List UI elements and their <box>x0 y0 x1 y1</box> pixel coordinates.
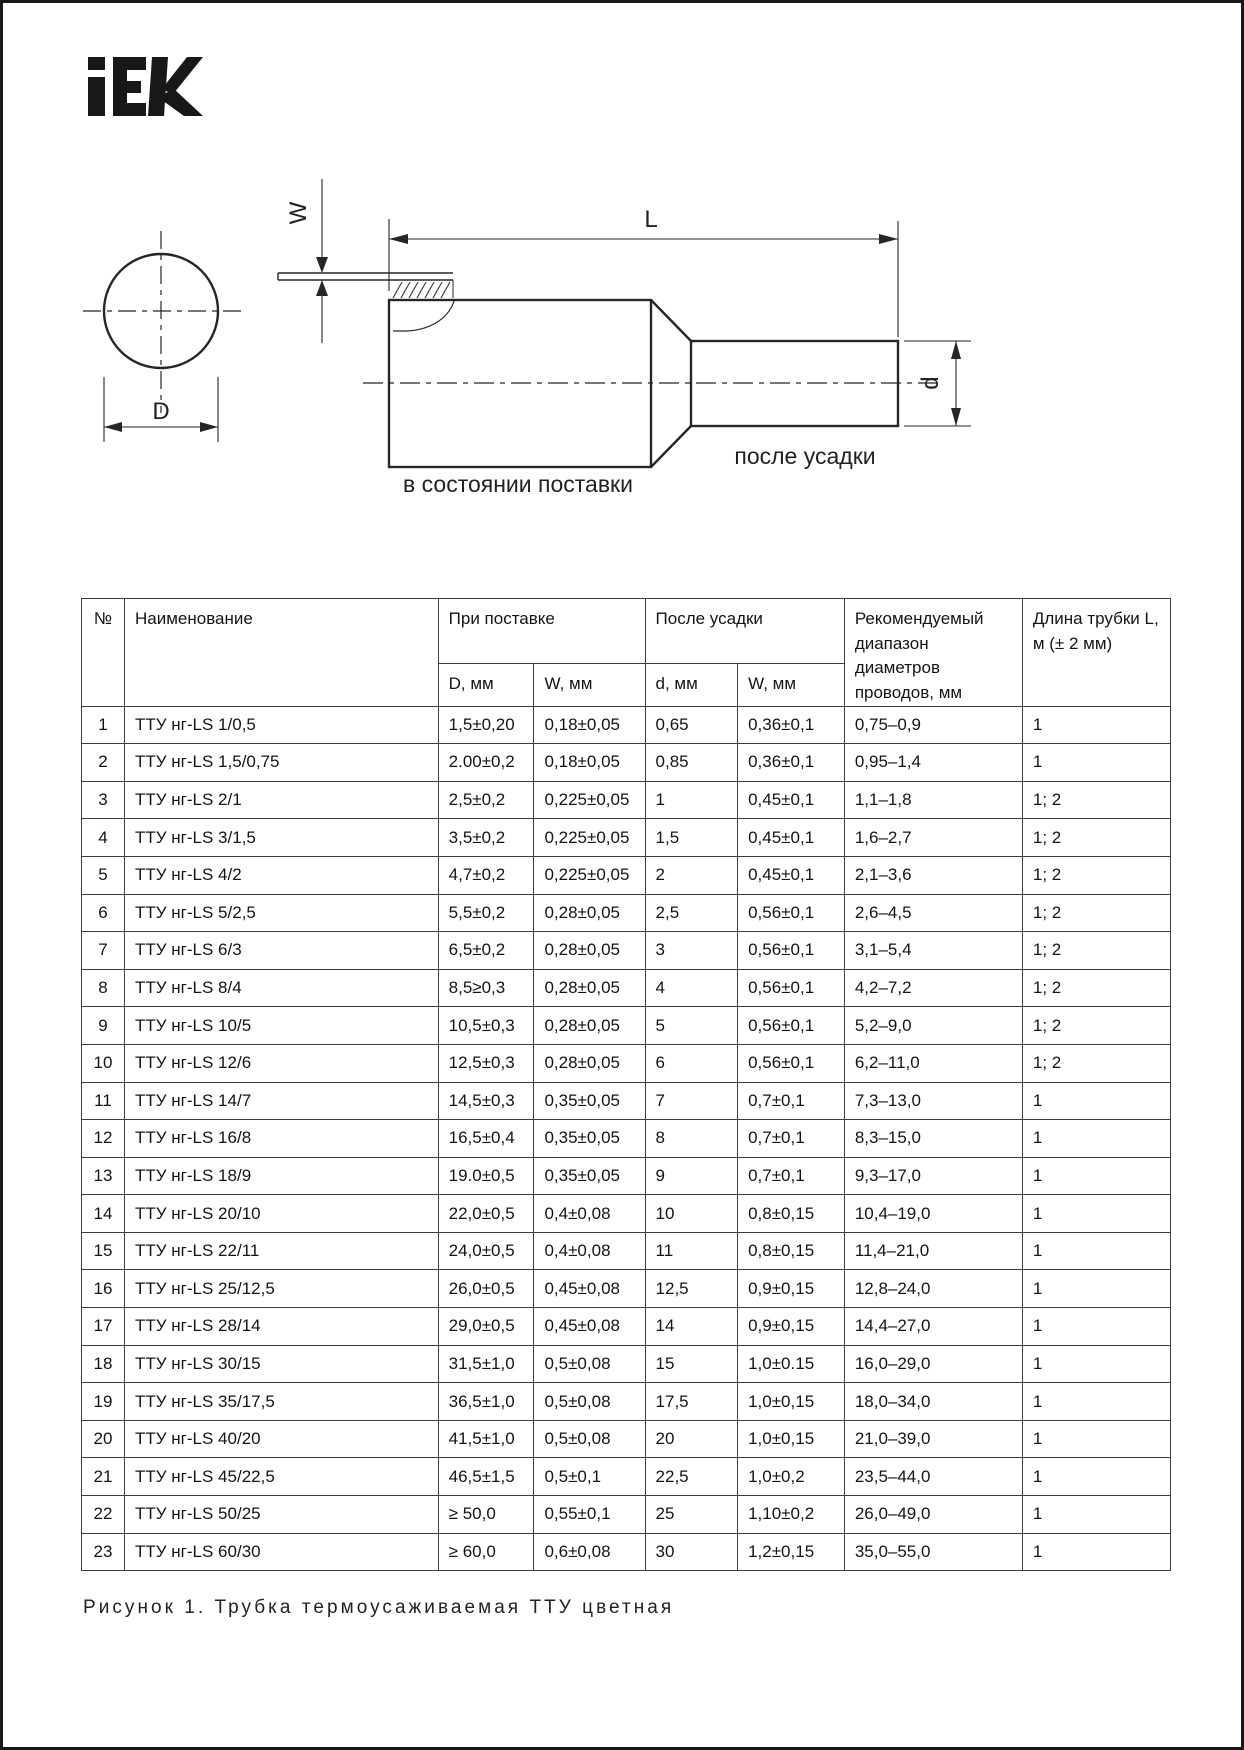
cell-w-supply: 0,28±0,05 <box>534 969 645 1007</box>
cell-w-supply: 0,225±0,05 <box>534 781 645 819</box>
table-row <box>82 744 1171 782</box>
cell-w-supply: 0,225±0,05 <box>534 819 645 857</box>
cell-wire-range: 16,0–29,0 <box>844 1345 1022 1383</box>
cell-num: 13 <box>82 1157 125 1195</box>
cell-d-supply: 36,5±1,0 <box>438 1383 534 1421</box>
iek-logo <box>88 57 203 122</box>
cell-length: 1 <box>1022 1533 1170 1571</box>
cell-length: 1; 2 <box>1022 969 1170 1007</box>
cell-length: 1 <box>1022 1308 1170 1346</box>
wall-hatching <box>393 280 453 298</box>
cell-length: 1 <box>1022 1120 1170 1158</box>
cell-wire-range: 11,4–21,0 <box>844 1232 1022 1270</box>
cell-length: 1 <box>1022 1232 1170 1270</box>
cell-name: ТТУ нг-LS 2/1 <box>125 781 439 819</box>
cell-d-supply: 6,5±0,2 <box>438 932 534 970</box>
cell-length: 1; 2 <box>1022 932 1170 970</box>
cell-wire-range: 3,1–5,4 <box>844 932 1022 970</box>
cell-d-shrunk: 3 <box>645 932 738 970</box>
cell-wire-range: 2,6–4,5 <box>844 894 1022 932</box>
cell-d-shrunk: 30 <box>645 1533 738 1571</box>
cell-wire-range: 7,3–13,0 <box>844 1082 1022 1120</box>
cell-w-shrunk: 1,0±0,15 <box>738 1383 845 1421</box>
cell-length: 1; 2 <box>1022 1007 1170 1045</box>
cell-d-supply: 2.00±0,2 <box>438 744 534 782</box>
label-delivery-state: в состоянии поставки <box>403 471 633 497</box>
cell-d-supply: 22,0±0,5 <box>438 1195 534 1233</box>
table-row <box>82 1007 1171 1045</box>
table-row <box>82 1195 1171 1233</box>
cell-num: 21 <box>82 1458 125 1496</box>
cell-d-supply: 24,0±0,5 <box>438 1232 534 1270</box>
cell-d-shrunk: 1,5 <box>645 819 738 857</box>
cell-d-supply: 14,5±0,3 <box>438 1082 534 1120</box>
table-row <box>82 1044 1171 1082</box>
cell-w-supply: 0,45±0,08 <box>534 1270 645 1308</box>
dim-label-L: L <box>644 206 658 233</box>
cell-name: ТТУ нг-LS 1,5/0,75 <box>125 744 439 782</box>
dim-label-d: d <box>917 376 944 390</box>
cell-w-supply: 0,28±0,05 <box>534 1044 645 1082</box>
table-row <box>82 856 1171 894</box>
cell-wire-range: 0,95–1,4 <box>844 744 1022 782</box>
cell-d-supply: 1,5±0,20 <box>438 706 534 744</box>
cell-num: 2 <box>82 744 125 782</box>
table-row <box>82 819 1171 857</box>
cell-w-supply: 0,5±0,08 <box>534 1383 645 1421</box>
cell-wire-range: 26,0–49,0 <box>844 1496 1022 1534</box>
cell-w-supply: 0,4±0,08 <box>534 1232 645 1270</box>
cell-name: ТТУ нг-LS 8/4 <box>125 969 439 1007</box>
cell-num: 3 <box>82 781 125 819</box>
col-header-W-supply: W, мм <box>534 663 645 706</box>
cell-length: 1; 2 <box>1022 894 1170 932</box>
spec-table-body <box>82 706 1171 1571</box>
table-row <box>82 969 1171 1007</box>
dim-label-W: W <box>285 201 312 225</box>
cell-length: 1 <box>1022 1082 1170 1120</box>
cell-w-shrunk: 1,0±0,15 <box>738 1420 845 1458</box>
cell-d-supply: 16,5±0,4 <box>438 1120 534 1158</box>
cell-d-supply: 29,0±0,5 <box>438 1308 534 1346</box>
cell-d-supply: 41,5±1,0 <box>438 1420 534 1458</box>
col-header-num: № <box>82 599 125 707</box>
col-header-D-supply: D, мм <box>438 663 534 706</box>
cell-num: 23 <box>82 1533 125 1571</box>
cell-d-supply: 5,5±0,2 <box>438 894 534 932</box>
cell-wire-range: 0,75–0,9 <box>844 706 1022 744</box>
cell-w-shrunk: 0,45±0,1 <box>738 819 845 857</box>
cell-w-shrunk: 0,9±0,15 <box>738 1308 845 1346</box>
cell-name: ТТУ нг-LS 30/15 <box>125 1345 439 1383</box>
cell-num: 22 <box>82 1496 125 1534</box>
cell-w-shrunk: 0,45±0,1 <box>738 856 845 894</box>
cell-num: 12 <box>82 1120 125 1158</box>
cell-num: 15 <box>82 1232 125 1270</box>
table-row <box>82 706 1171 744</box>
cell-w-shrunk: 1,2±0,15 <box>738 1533 845 1571</box>
dimension-arrowheads <box>104 234 961 432</box>
table-row <box>82 1082 1171 1120</box>
cell-name: ТТУ нг-LS 12/6 <box>125 1044 439 1082</box>
cell-w-shrunk: 0,7±0,1 <box>738 1157 845 1195</box>
cell-length: 1 <box>1022 1420 1170 1458</box>
table-row <box>82 1458 1171 1496</box>
cell-length: 1 <box>1022 1157 1170 1195</box>
iek-logo-icon <box>88 57 203 117</box>
cell-w-supply: 0,225±0,05 <box>534 856 645 894</box>
cell-num: 14 <box>82 1195 125 1233</box>
cell-d-supply: 2,5±0,2 <box>438 781 534 819</box>
cell-w-supply: 0,28±0,05 <box>534 932 645 970</box>
cell-num: 7 <box>82 932 125 970</box>
cell-d-supply: 10,5±0,3 <box>438 1007 534 1045</box>
cell-name: ТТУ нг-LS 45/22,5 <box>125 1458 439 1496</box>
cell-w-shrunk: 0,36±0,1 <box>738 706 845 744</box>
wall-cut-curve <box>393 301 454 331</box>
col-header-delivery-group: При поставке <box>438 599 645 664</box>
col-header-W-shrunk: W, мм <box>738 663 845 706</box>
cell-d-shrunk: 14 <box>645 1308 738 1346</box>
cell-wire-range: 5,2–9,0 <box>844 1007 1022 1045</box>
cell-name: ТТУ нг-LS 5/2,5 <box>125 894 439 932</box>
cell-d-supply: 26,0±0,5 <box>438 1270 534 1308</box>
cell-wire-range: 23,5–44,0 <box>844 1458 1022 1496</box>
table-row <box>82 1383 1171 1421</box>
cell-w-supply: 0,5±0,08 <box>534 1420 645 1458</box>
cell-d-shrunk: 7 <box>645 1082 738 1120</box>
cell-wire-range: 1,6–2,7 <box>844 819 1022 857</box>
cell-name: ТТУ нг-LS 14/7 <box>125 1082 439 1120</box>
cell-num: 9 <box>82 1007 125 1045</box>
cell-w-supply: 0,5±0,08 <box>534 1345 645 1383</box>
table-row <box>82 1270 1171 1308</box>
table-row <box>82 1232 1171 1270</box>
cell-w-supply: 0,6±0,08 <box>534 1533 645 1571</box>
cell-d-shrunk: 15 <box>645 1345 738 1383</box>
wall-lip-lines <box>278 273 453 280</box>
cell-d-shrunk: 2 <box>645 856 738 894</box>
table-row <box>82 781 1171 819</box>
cell-w-shrunk: 0,9±0,15 <box>738 1270 845 1308</box>
col-header-d-shrunk: d, мм <box>645 663 738 706</box>
cell-length: 1 <box>1022 1270 1170 1308</box>
cell-w-supply: 0,18±0,05 <box>534 706 645 744</box>
cell-length: 1 <box>1022 1458 1170 1496</box>
cell-num: 20 <box>82 1420 125 1458</box>
cell-w-supply: 0,45±0,08 <box>534 1308 645 1346</box>
col-header-length: Длина трубки L, м (± 2 мм) <box>1022 599 1170 707</box>
cell-d-shrunk: 17,5 <box>645 1383 738 1421</box>
cell-length: 1 <box>1022 1195 1170 1233</box>
cell-num: 16 <box>82 1270 125 1308</box>
cell-name: ТТУ нг-LS 50/25 <box>125 1496 439 1534</box>
cell-num: 17 <box>82 1308 125 1346</box>
cell-w-shrunk: 1,0±0.15 <box>738 1345 845 1383</box>
cell-length: 1 <box>1022 1383 1170 1421</box>
cell-name: ТТУ нг-LS 35/17,5 <box>125 1383 439 1421</box>
cell-wire-range: 8,3–15,0 <box>844 1120 1022 1158</box>
table-row <box>82 894 1171 932</box>
cell-wire-range: 4,2–7,2 <box>844 969 1022 1007</box>
dim-label-D: D <box>152 398 170 425</box>
cell-d-shrunk: 9 <box>645 1157 738 1195</box>
cell-d-shrunk: 0,65 <box>645 706 738 744</box>
cell-w-supply: 0,28±0,05 <box>534 894 645 932</box>
cell-length: 1; 2 <box>1022 856 1170 894</box>
table-row <box>82 1345 1171 1383</box>
cell-w-shrunk: 0,7±0,1 <box>738 1082 845 1120</box>
col-header-name: Наименование <box>125 599 439 707</box>
cell-wire-range: 6,2–11,0 <box>844 1044 1022 1082</box>
cell-wire-range: 14,4–27,0 <box>844 1308 1022 1346</box>
cell-w-shrunk: 0,56±0,1 <box>738 894 845 932</box>
cell-length: 1; 2 <box>1022 819 1170 857</box>
cell-d-shrunk: 6 <box>645 1044 738 1082</box>
cell-name: ТТУ нг-LS 4/2 <box>125 856 439 894</box>
cell-name: ТТУ нг-LS 1/0,5 <box>125 706 439 744</box>
cell-w-supply: 0,35±0,05 <box>534 1157 645 1195</box>
cell-wire-range: 1,1–1,8 <box>844 781 1022 819</box>
cell-length: 1 <box>1022 744 1170 782</box>
cell-w-shrunk: 0,8±0,15 <box>738 1232 845 1270</box>
cell-length: 1 <box>1022 1345 1170 1383</box>
cell-wire-range: 35,0–55,0 <box>844 1533 1022 1571</box>
cell-name: ТТУ нг-LS 25/12,5 <box>125 1270 439 1308</box>
cell-num: 6 <box>82 894 125 932</box>
cell-wire-range: 18,0–34,0 <box>844 1383 1022 1421</box>
cell-d-shrunk: 4 <box>645 969 738 1007</box>
cell-num: 4 <box>82 819 125 857</box>
cell-num: 8 <box>82 969 125 1007</box>
cell-length: 1; 2 <box>1022 1044 1170 1082</box>
cell-wire-range: 10,4–19,0 <box>844 1195 1022 1233</box>
col-header-after-group: После усадки <box>645 599 844 664</box>
cell-d-shrunk: 10 <box>645 1195 738 1233</box>
cell-name: ТТУ нг-LS 6/3 <box>125 932 439 970</box>
cell-num: 18 <box>82 1345 125 1383</box>
cell-d-shrunk: 12,5 <box>645 1270 738 1308</box>
cell-num: 1 <box>82 706 125 744</box>
cell-wire-range: 9,3–17,0 <box>844 1157 1022 1195</box>
cell-wire-range: 12,8–24,0 <box>844 1270 1022 1308</box>
cell-d-supply: 46,5±1,5 <box>438 1458 534 1496</box>
cell-d-shrunk: 5 <box>645 1007 738 1045</box>
table-row <box>82 1120 1171 1158</box>
cell-num: 5 <box>82 856 125 894</box>
cell-num: 10 <box>82 1044 125 1082</box>
table-row <box>82 1157 1171 1195</box>
L-extension-lines <box>389 219 898 337</box>
cell-d-supply: 12,5±0,3 <box>438 1044 534 1082</box>
cell-w-supply: 0,18±0,05 <box>534 744 645 782</box>
cell-w-supply: 0,5±0,1 <box>534 1458 645 1496</box>
cell-d-supply: ≥ 50,0 <box>438 1496 534 1534</box>
cell-w-shrunk: 0,7±0,1 <box>738 1120 845 1158</box>
cell-d-supply: 3,5±0,2 <box>438 819 534 857</box>
cell-d-supply: 4,7±0,2 <box>438 856 534 894</box>
cell-num: 19 <box>82 1383 125 1421</box>
cell-name: ТТУ нг-LS 3/1,5 <box>125 819 439 857</box>
cell-d-shrunk: 11 <box>645 1232 738 1270</box>
cell-length: 1 <box>1022 1496 1170 1534</box>
tube-technical-drawing <box>63 151 1033 503</box>
figure-caption: Рисунок 1. Трубка термоусаживаемая ТТУ цветная <box>83 1597 675 1618</box>
cell-name: ТТУ нг-LS 40/20 <box>125 1420 439 1458</box>
cell-w-shrunk: 0,56±0,1 <box>738 1007 845 1045</box>
cell-d-supply: 8,5≥0,3 <box>438 969 534 1007</box>
cell-d-supply: ≥ 60,0 <box>438 1533 534 1571</box>
cell-w-supply: 0,4±0,08 <box>534 1195 645 1233</box>
cell-w-shrunk: 1,0±0,2 <box>738 1458 845 1496</box>
spec-table <box>81 598 1171 1571</box>
cell-name: ТТУ нг-LS 20/10 <box>125 1195 439 1233</box>
table-row <box>82 1496 1171 1534</box>
cell-w-supply: 0,28±0,05 <box>534 1007 645 1045</box>
cell-name: ТТУ нг-LS 18/9 <box>125 1157 439 1195</box>
cell-w-supply: 0,35±0,05 <box>534 1082 645 1120</box>
cell-d-supply: 19.0±0,5 <box>438 1157 534 1195</box>
cell-w-supply: 0,55±0,1 <box>534 1496 645 1534</box>
cell-name: ТТУ нг-LS 60/30 <box>125 1533 439 1571</box>
cell-w-shrunk: 1,10±0,2 <box>738 1496 845 1534</box>
cell-length: 1 <box>1022 706 1170 744</box>
table-row <box>82 1533 1171 1571</box>
cell-length: 1; 2 <box>1022 781 1170 819</box>
table-row <box>82 1420 1171 1458</box>
cell-w-supply: 0,35±0,05 <box>534 1120 645 1158</box>
cell-name: ТТУ нг-LS 10/5 <box>125 1007 439 1045</box>
cell-wire-range: 2,1–3,6 <box>844 856 1022 894</box>
cell-d-shrunk: 25 <box>645 1496 738 1534</box>
cell-d-shrunk: 2,5 <box>645 894 738 932</box>
cell-w-shrunk: 0,56±0,1 <box>738 932 845 970</box>
cell-d-shrunk: 1 <box>645 781 738 819</box>
cell-d-shrunk: 22,5 <box>645 1458 738 1496</box>
cell-w-shrunk: 0,56±0,1 <box>738 1044 845 1082</box>
cell-name: ТТУ нг-LS 28/14 <box>125 1308 439 1346</box>
cell-d-shrunk: 0,85 <box>645 744 738 782</box>
cell-name: ТТУ нг-LS 16/8 <box>125 1120 439 1158</box>
table-row <box>82 932 1171 970</box>
cell-num: 11 <box>82 1082 125 1120</box>
table-row <box>82 1308 1171 1346</box>
label-after-shrink: после усадки <box>734 443 876 469</box>
cell-w-shrunk: 0,56±0,1 <box>738 969 845 1007</box>
cell-w-shrunk: 0,36±0,1 <box>738 744 845 782</box>
cell-d-shrunk: 20 <box>645 1420 738 1458</box>
cell-d-supply: 31,5±1,0 <box>438 1345 534 1383</box>
cell-name: ТТУ нг-LS 22/11 <box>125 1232 439 1270</box>
cell-d-shrunk: 8 <box>645 1120 738 1158</box>
col-header-wire-range: Рекомендуемый диапазон диаметров проводов, мм <box>844 599 1022 707</box>
cell-w-shrunk: 0,45±0,1 <box>738 781 845 819</box>
cell-wire-range: 21,0–39,0 <box>844 1420 1022 1458</box>
cell-w-shrunk: 0,8±0,15 <box>738 1195 845 1233</box>
